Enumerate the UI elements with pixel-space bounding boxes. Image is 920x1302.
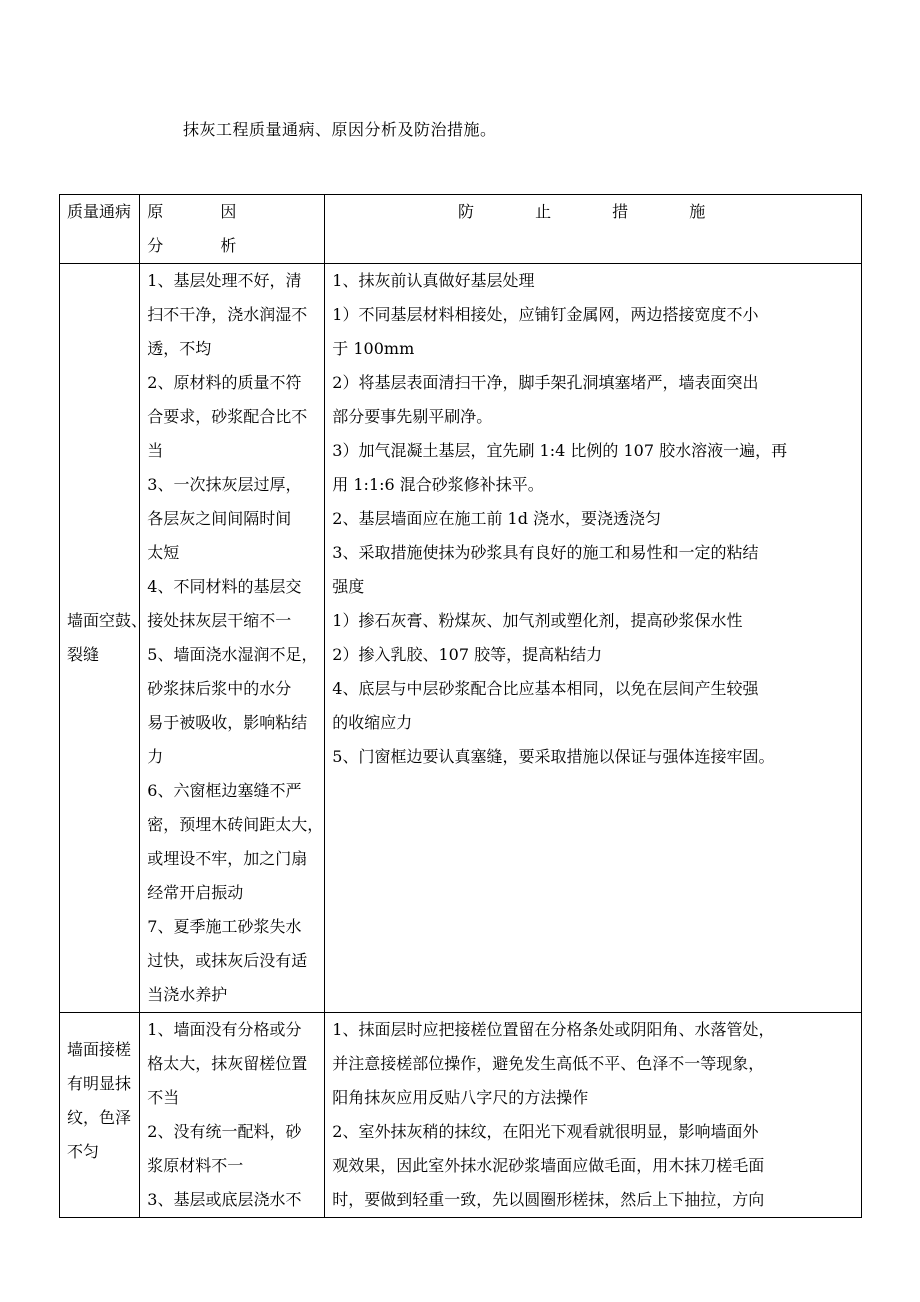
- cause-line: 7、夏季施工砂浆失水: [147, 917, 302, 936]
- cause-line: 易于被吸收，影响粘结: [147, 713, 308, 732]
- cause-cell: [140, 1013, 325, 1218]
- cause-line: 浆原材料不一: [147, 1156, 244, 1175]
- cause-line: 经常开启振动: [147, 883, 244, 902]
- measure-line: 的收缩应力: [332, 713, 413, 732]
- header-measure-label: 防 止 措 施: [458, 202, 734, 221]
- cause-line: 密，预埋木砖间距太大，: [147, 815, 324, 834]
- cause-line: 过快，或抹灰后没有适: [147, 951, 308, 970]
- document-title: 抹灰工程质量通病、原因分析及防治措施。: [183, 120, 497, 139]
- cause-line: 砂浆抹后浆中的水分: [147, 679, 292, 698]
- table-header-row: [60, 195, 862, 264]
- measure-cell: [325, 264, 862, 1013]
- measure-line: 1、抹面层时应把接槎位置留在分格条处或阴阳角、水落管处，: [332, 1020, 775, 1039]
- symptom-line: 裂缝: [67, 645, 100, 664]
- measure-line: 1）不同基层材料相接处，应铺钉金属网，两边搭接宽度不小: [332, 305, 759, 324]
- measure-line: 并注意接槎部位操作，避免发生高低不平、色泽不一等现象，: [332, 1054, 765, 1073]
- measure-line: 部分要事先剔平刷净。: [332, 407, 493, 426]
- header-cause: [140, 195, 325, 264]
- cause-line: 当: [147, 441, 164, 460]
- measure-line: 2）将基层表面清扫干净，脚手架孔洞填塞堵严，墙表面突出: [332, 373, 759, 392]
- cause-line: 力: [147, 747, 164, 766]
- cause-line: 各层灰之间间隔时间: [147, 509, 292, 528]
- symptom-line: 纹，色泽: [67, 1108, 132, 1127]
- cause-line: 不当: [147, 1088, 180, 1107]
- cause-line: 太短: [147, 543, 180, 562]
- measure-line: 1、抹灰前认真做好基层处理: [332, 271, 535, 290]
- header-cause-label: 原 因 分 析: [147, 202, 263, 255]
- measure-cell: [325, 1013, 862, 1218]
- cause-line: 格太大，抹灰留槎位置: [147, 1054, 308, 1073]
- cause-line: 1、基层处理不好，清: [147, 271, 302, 290]
- measure-line: 观效果，因此室外抹水泥砂浆墙面应做毛面，用木抹刀槎毛面: [332, 1156, 765, 1175]
- table-row: [60, 264, 862, 1013]
- cause-line: 2、没有统一配料，砂: [147, 1122, 302, 1141]
- cause-line: 接处抹灰层干缩不一: [147, 611, 292, 630]
- measure-line: 5、门窗框边要认真塞缝，要采取措施以保证与强体连接牢固。: [332, 747, 775, 766]
- symptom-line: 墙面空鼓、: [67, 611, 148, 630]
- measure-line: 阳角抹灰应用反贴八字尺的方法操作: [332, 1088, 589, 1107]
- symptom-cell: [60, 264, 148, 1013]
- cause-line: 合要求，砂浆配合比不: [147, 407, 308, 426]
- cause-line: 3、一次抹灰层过厚，: [147, 475, 302, 494]
- symptom-line: 墙面接槎: [67, 1040, 132, 1059]
- cause-line: 6、六窗框边塞缝不严: [147, 781, 302, 800]
- cause-line: 3、基层或底层浇水不: [147, 1190, 302, 1209]
- measure-line: 3、采取措施使抹为砂浆具有良好的施工和易性和一定的粘结: [332, 543, 759, 562]
- cause-line: 5、墙面浇水湿润不足，: [147, 645, 318, 664]
- quality-defects-table: [59, 194, 862, 1218]
- cause-line: 扫不干净，浇水润湿不: [147, 305, 308, 324]
- cause-line: 透，不均: [147, 339, 212, 358]
- measure-line: 于 100mm: [332, 339, 415, 358]
- measure-line: 1）掺石灰膏、粉煤灰、加气剂或塑化剂，提高砂浆保水性: [332, 611, 743, 630]
- measure-line: 时，要做到轻重一致，先以圆圈形槎抹，然后上下抽拉，方向: [332, 1190, 765, 1209]
- header-measure: [325, 195, 862, 264]
- cause-line: 2、原材料的质量不符: [147, 373, 302, 392]
- measure-line: 4、底层与中层砂浆配合比应基本相同，以免在层间产生较强: [332, 679, 759, 698]
- symptom-cell: [60, 1013, 140, 1218]
- cause-line: 当浇水养护: [147, 985, 228, 1004]
- table-row: [60, 1013, 862, 1218]
- symptom-line: 不匀: [67, 1142, 100, 1161]
- measure-line: 2、室外抹灰稍的抹纹，在阳光下观看就很明显，影响墙面外: [332, 1122, 759, 1141]
- cause-line: 1、墙面没有分格或分: [147, 1020, 302, 1039]
- measure-line: 2、基层墙面应在施工前 1d 浇水，要浇透浇匀: [332, 509, 662, 528]
- measure-line: 2）掺入乳胶、107 胶等，提高粘结力: [332, 645, 603, 664]
- measure-line: 强度: [332, 577, 365, 596]
- symptom-line: 有明显抹: [67, 1074, 132, 1093]
- cause-cell: [140, 264, 325, 1013]
- measure-line: 3）加气混凝土基层，宜先刷 1:4 比例的 107 胶水溶液一遍，再: [332, 441, 788, 460]
- cause-line: 4、不同材料的基层交: [147, 577, 302, 596]
- header-symptom: 质量通病: [60, 195, 140, 264]
- cause-line: 或埋设不牢，加之门扇: [147, 849, 308, 868]
- measure-line: 用 1:1:6 混合砂浆修补抹平。: [332, 475, 544, 494]
